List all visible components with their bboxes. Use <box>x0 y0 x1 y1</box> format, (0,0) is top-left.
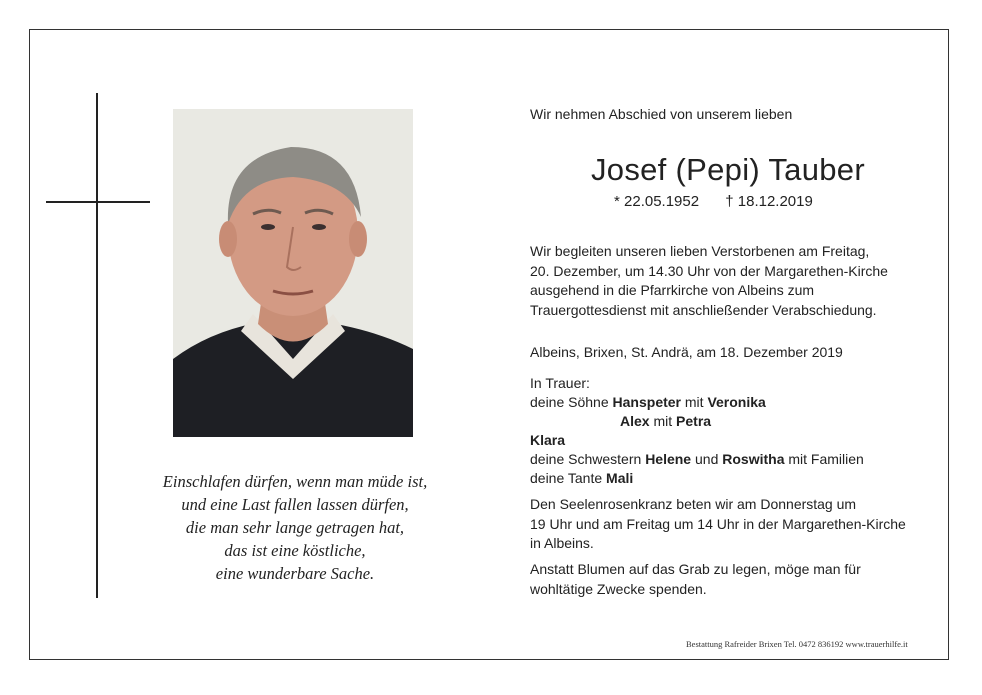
cross-icon-vertical <box>96 93 98 598</box>
mourner-row-sons <box>530 393 864 412</box>
connector: mit <box>649 413 677 429</box>
mourner-relation: deine Söhne <box>530 394 613 410</box>
connector: mit <box>681 394 708 410</box>
quote-line: das ist eine köstliche, <box>224 541 366 560</box>
intro-text: Wir nehmen Abschied von unserem lieben <box>530 106 793 122</box>
mourner-name: Hanspeter <box>612 394 681 410</box>
flowers-line: wohltätige Zwecke spenden. <box>530 580 707 597</box>
mourner-row-aunt <box>530 469 864 488</box>
funeral-line: ausgehend in die Pfarrkirche von Albeins zum <box>530 282 815 298</box>
deceased-name: Josef (Pepi) Tauber <box>591 152 865 187</box>
death-date: † 18.12.2019 <box>725 193 813 210</box>
rosary-line: in Albeins. <box>530 535 594 551</box>
birth-date: * 22.05.1952 <box>614 193 700 210</box>
life-dates <box>614 193 813 210</box>
funeral-line: Trauergottesdienst mit anschließender Verabschiedung. <box>530 301 877 318</box>
rosary-line: 19 Uhr und am Freitag um 14 Uhr in der Margarethen-Kirche <box>530 515 906 532</box>
flowers-paragraph <box>530 560 861 599</box>
mourner-name: Veronika <box>707 394 766 410</box>
mourner-suffix: mit Familien <box>784 451 864 467</box>
quote-line: die man sehr lange getragen hat, <box>185 518 405 537</box>
place-date: Albeins, Brixen, St. Andrä, am 18. Dezember 2019 <box>530 344 843 360</box>
mourner-name: Klara <box>530 432 566 448</box>
mourner-row-son2 <box>530 412 864 431</box>
mourner-relation: deine Tante <box>530 470 607 486</box>
mourner-row-sisters <box>530 450 864 469</box>
mourner-name: Mali <box>606 470 634 486</box>
mourners-heading: In Trauer: <box>530 375 590 391</box>
mourner-relation: deine Schwestern <box>530 451 646 467</box>
funeral-paragraph <box>530 242 888 320</box>
rosary-line: Den Seelenrosenkranz beten wir am Donnerstag um <box>530 496 857 512</box>
mourner-name: Roswitha <box>722 451 785 467</box>
mourner-name: Helene <box>645 451 692 467</box>
quote-line: Einschlafen dürfen, wenn man müde ist, <box>162 472 428 491</box>
mourner-name: Alex <box>620 413 650 429</box>
quote-line: eine wunderbare Sache. <box>215 564 375 583</box>
rosary-paragraph <box>530 495 906 554</box>
flowers-line: Anstatt Blumen auf das Grab zu legen, möge man für <box>530 561 861 577</box>
quote-line: und eine Last fallen lassen dürfen, <box>181 495 409 514</box>
quote <box>120 470 470 585</box>
cross-icon-horizontal <box>46 201 150 203</box>
connector: und <box>691 451 723 467</box>
undertaker-footer: Bestattung Rafreider Brixen Tel. 0472 836192 www.trauerhilfe.it <box>686 639 908 649</box>
funeral-line: Wir begleiten unseren lieben Verstorbenen am Freitag, <box>530 243 870 259</box>
mourners-list <box>530 374 864 488</box>
portrait-photo <box>173 109 413 437</box>
funeral-line: 20. Dezember, um 14.30 Uhr von der Margarethen-Kirche <box>530 262 888 279</box>
mourner-name: Petra <box>676 413 712 429</box>
